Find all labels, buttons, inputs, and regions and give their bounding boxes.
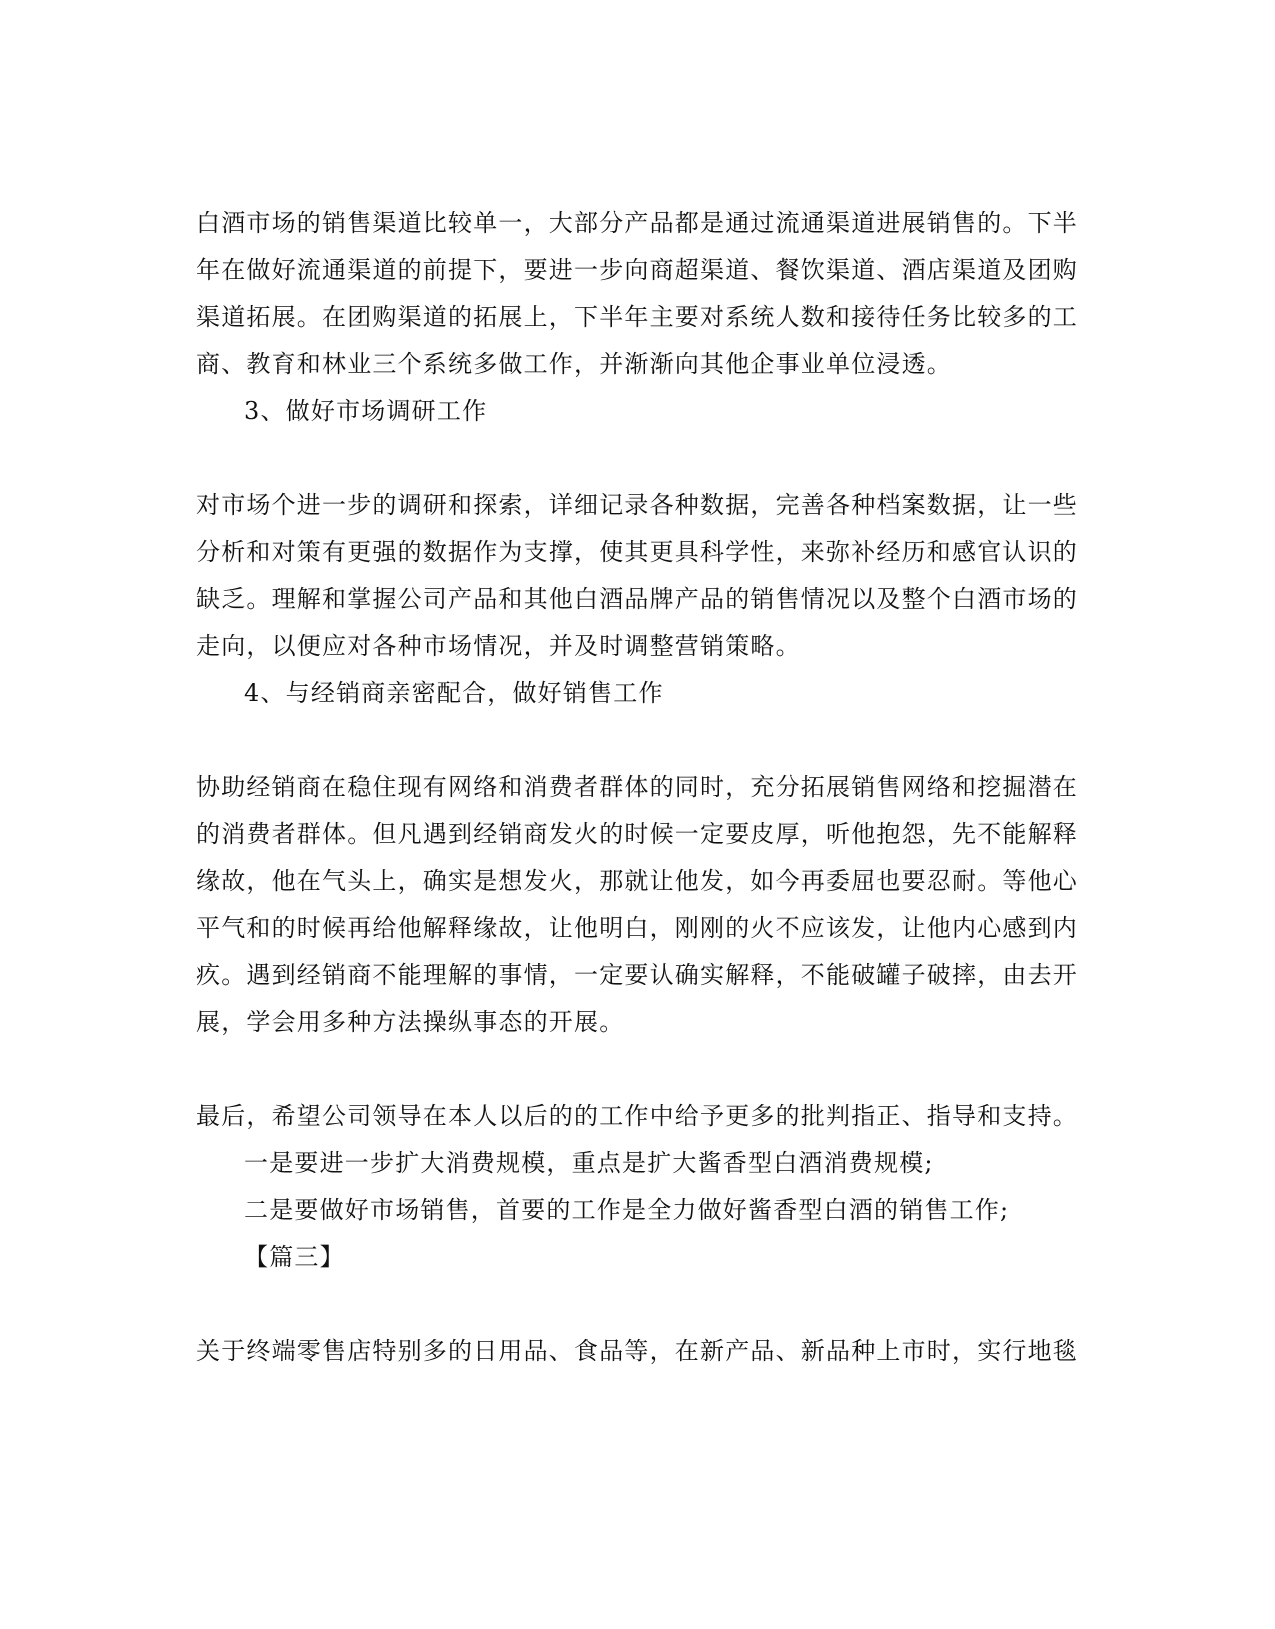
list-item-2: 二是要做好市场销售，首要的工作是全力做好酱香型白酒的销售工作; [244, 1196, 1010, 1224]
paragraph-4: 最后，希望公司领导在本人以后的的工作中给予更多的批判指正、指导和支持。 [196, 1102, 1078, 1130]
paragraph-3-line-6: 展，学会用多种方法操纵事态的开展。 [196, 1008, 625, 1036]
list-item-1: 一是要进一步扩大消费规模，重点是扩大酱香型白酒消费规模; [244, 1149, 934, 1177]
paragraph-2-line-1: 对市场个进一步的调研和探索，详细记录各种数据，完善各种档案数据，让一些 [196, 491, 1078, 519]
heading-3: 3、做好市场调研工作 [244, 397, 488, 425]
paragraph-3-line-2: 的消费者群体。但凡遇到经销商发火的时候一定要皮厚，听他抱怨，先不能解释 [196, 820, 1078, 848]
paragraph-2-line-2: 分析和对策有更强的数据作为支撑，使其更具科学性，来弥补经历和感官认识的 [196, 538, 1078, 566]
heading-4: 4、与经销商亲密配合，做好销售工作 [244, 679, 664, 707]
paragraph-1-line-2: 年在做好流通渠道的前提下，要进一步向商超渠道、餐饮渠道、酒店渠道及团购 [196, 256, 1078, 284]
paragraph-1-line-1: 白酒市场的销售渠道比较单一，大部分产品都是通过流通渠道进展销售的。下半 [196, 209, 1078, 237]
paragraph-3-line-1: 协助经销商在稳住现有网络和消费者群体的同时，充分拓展销售网络和挖掘潜在 [196, 773, 1078, 801]
paragraph-1-line-4: 商、教育和林业三个系统多做工作，并渐渐向其他企事业单位浸透。 [196, 350, 952, 378]
paragraph-1-line-3: 渠道拓展。在团购渠道的拓展上，下半年主要对系统人数和接待任务比较多的工 [196, 303, 1078, 331]
paragraph-2-line-3: 缺乏。理解和掌握公司产品和其他白酒品牌产品的销售情况以及整个白酒市场的 [196, 585, 1078, 613]
paragraph-3-line-4: 平气和的时候再给他解释缘故，让他明白，刚刚的火不应该发，让他内心感到内 [196, 914, 1078, 942]
section-title: 【篇三】 [244, 1243, 345, 1271]
paragraph-3-line-3: 缘故，他在气头上，确实是想发火，那就让他发，如今再委屈也要忍耐。等他心 [196, 867, 1078, 895]
paragraph-2-line-4: 走向，以便应对各种市场情况，并及时调整营销策略。 [196, 632, 801, 660]
paragraph-5: 关于终端零售店特别多的日用品、食品等，在新产品、新品种上市时，实行地毯 [196, 1337, 1078, 1365]
paragraph-3-line-5: 疚。遇到经销商不能理解的事情，一定要认确实解释，不能破罐子破摔，由去开 [196, 961, 1078, 989]
